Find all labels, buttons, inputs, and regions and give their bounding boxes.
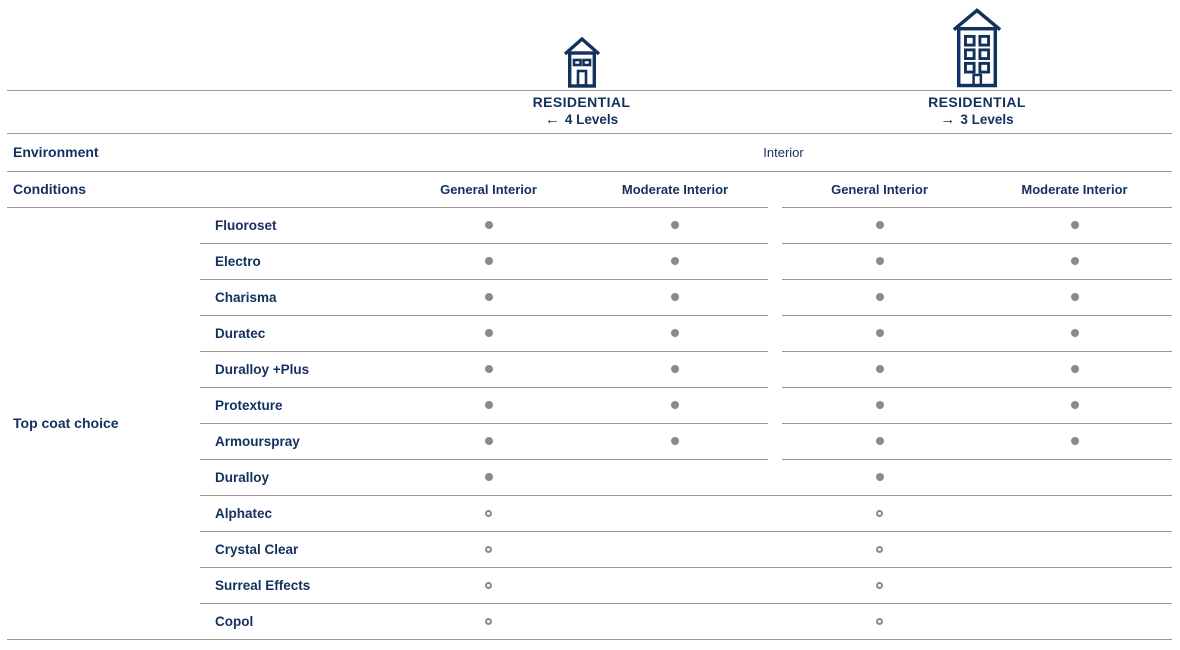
filled-dot-icon xyxy=(876,221,884,229)
divider xyxy=(7,90,1172,91)
divider xyxy=(782,423,1172,424)
availability-cell xyxy=(582,351,768,387)
environment-value: Interior xyxy=(763,144,804,160)
filled-dot-icon xyxy=(1071,401,1079,409)
filled-dot-icon xyxy=(671,257,679,265)
environment-row-label: Environment xyxy=(13,144,99,160)
product-row xyxy=(200,567,1172,603)
group-levels xyxy=(940,111,1013,129)
availability-cell xyxy=(582,603,768,639)
availability-cell xyxy=(977,243,1172,279)
product-row xyxy=(200,207,1172,243)
filled-dot-icon xyxy=(485,365,493,373)
product-row xyxy=(200,279,1172,315)
product-name: Alphatec xyxy=(215,505,273,521)
filled-dot-icon xyxy=(1071,365,1079,373)
filled-dot-icon xyxy=(671,365,679,373)
availability-cell xyxy=(977,459,1172,495)
divider xyxy=(782,351,1172,352)
filled-dot-icon xyxy=(876,329,884,337)
divider xyxy=(782,279,1172,280)
availability-cell xyxy=(977,207,1172,243)
single-storey-house-icon xyxy=(563,36,601,88)
availability-cell xyxy=(977,495,1172,531)
availability-cell xyxy=(582,423,768,459)
conditions-row-label: Conditions xyxy=(13,181,87,197)
group-levels xyxy=(545,111,618,129)
filled-dot-icon xyxy=(876,293,884,301)
divider xyxy=(200,531,1172,532)
availability-cell xyxy=(782,531,977,567)
divider xyxy=(782,459,1172,460)
group-title: RESIDENTIAL xyxy=(532,94,631,110)
divider xyxy=(200,243,768,244)
availability-cell xyxy=(582,567,768,603)
filled-dot-icon xyxy=(876,401,884,409)
availability-cell xyxy=(582,315,768,351)
product-row xyxy=(200,459,1172,495)
filled-dot-icon xyxy=(1071,293,1079,301)
left-arrow-icon: ← xyxy=(544,111,560,128)
availability-cell xyxy=(977,279,1172,315)
open-dot-icon xyxy=(485,510,492,517)
availability-cell xyxy=(395,495,582,531)
residential-3-levels-group-icon-area xyxy=(782,4,1172,88)
availability-cell xyxy=(395,279,582,315)
availability-cell xyxy=(782,207,977,243)
availability-cell xyxy=(582,207,768,243)
availability-cell xyxy=(395,531,582,567)
filled-dot-icon xyxy=(1071,221,1079,229)
levels-text: 4 Levels xyxy=(564,112,619,127)
availability-cell xyxy=(395,351,582,387)
filled-dot-icon xyxy=(671,293,679,301)
right-arrow-icon: → xyxy=(940,111,956,128)
availability-cell xyxy=(782,567,977,603)
filled-dot-icon xyxy=(485,473,493,481)
availability-cell xyxy=(977,567,1172,603)
availability-cell xyxy=(395,243,582,279)
filled-dot-icon xyxy=(876,437,884,445)
availability-cell xyxy=(395,423,582,459)
availability-cell xyxy=(977,423,1172,459)
filled-dot-icon xyxy=(671,221,679,229)
availability-cell xyxy=(977,387,1172,423)
product-row xyxy=(200,387,1172,423)
residential-4-levels-header xyxy=(395,92,768,130)
availability-cell xyxy=(782,279,977,315)
divider xyxy=(200,495,1172,496)
divider xyxy=(7,133,1172,134)
multi-storey-building-icon xyxy=(951,6,1003,88)
availability-cell xyxy=(782,603,977,639)
availability-cell xyxy=(977,315,1172,351)
availability-cell xyxy=(582,243,768,279)
filled-dot-icon xyxy=(876,365,884,373)
divider xyxy=(782,243,1172,244)
product-name: Copol xyxy=(215,613,254,629)
open-dot-icon xyxy=(876,618,883,625)
open-dot-icon xyxy=(876,546,883,553)
condition-col-4: Moderate Interior xyxy=(1021,181,1128,197)
filled-dot-icon xyxy=(485,293,493,301)
availability-cell xyxy=(582,279,768,315)
residential-4-levels-group-icon-area xyxy=(395,36,768,88)
availability-cell xyxy=(395,567,582,603)
divider xyxy=(200,603,1172,604)
divider xyxy=(200,279,768,280)
levels-text: 3 Levels xyxy=(960,112,1014,127)
product-name: Duratec xyxy=(215,325,266,341)
filled-dot-icon xyxy=(671,437,679,445)
condition-col-1: General Interior xyxy=(440,181,537,197)
filled-dot-icon xyxy=(876,473,884,481)
divider xyxy=(782,207,1172,208)
divider xyxy=(782,315,1172,316)
availability-cell xyxy=(395,207,582,243)
filled-dot-icon xyxy=(1071,329,1079,337)
availability-cell xyxy=(395,459,582,495)
availability-cell xyxy=(977,531,1172,567)
filled-dot-icon xyxy=(1071,257,1079,265)
divider xyxy=(7,639,1172,640)
condition-col-2: Moderate Interior xyxy=(621,181,729,197)
filled-dot-icon xyxy=(485,329,493,337)
product-row xyxy=(200,315,1172,351)
divider xyxy=(200,567,1172,568)
divider xyxy=(200,315,768,316)
availability-cell xyxy=(582,531,768,567)
residential-3-levels-header xyxy=(782,92,1172,130)
availability-cell xyxy=(395,315,582,351)
filled-dot-icon xyxy=(485,257,493,265)
product-name: Fluoroset xyxy=(215,217,277,233)
availability-cell xyxy=(582,387,768,423)
availability-cell xyxy=(977,603,1172,639)
product-name: Armourspray xyxy=(215,433,300,449)
product-row xyxy=(200,495,1172,531)
availability-cell xyxy=(782,459,977,495)
filled-dot-icon xyxy=(485,221,493,229)
conditions-header-row xyxy=(200,171,1172,207)
availability-cell xyxy=(782,315,977,351)
availability-cell xyxy=(782,495,977,531)
open-dot-icon xyxy=(876,582,883,589)
divider xyxy=(200,423,768,424)
open-dot-icon xyxy=(485,582,492,589)
product-row xyxy=(200,243,1172,279)
divider xyxy=(200,387,768,388)
open-dot-icon xyxy=(485,546,492,553)
filled-dot-icon xyxy=(485,437,493,445)
availability-cell xyxy=(582,459,768,495)
availability-cell xyxy=(782,423,977,459)
divider xyxy=(200,351,768,352)
divider xyxy=(7,207,768,208)
product-row xyxy=(200,603,1172,639)
filled-dot-icon xyxy=(1071,437,1079,445)
product-row xyxy=(200,423,1172,459)
availability-cell xyxy=(782,243,977,279)
divider xyxy=(7,171,1172,172)
filled-dot-icon xyxy=(876,257,884,265)
open-dot-icon xyxy=(485,618,492,625)
availability-cell xyxy=(395,603,582,639)
availability-cell xyxy=(782,351,977,387)
product-row xyxy=(200,531,1172,567)
divider xyxy=(200,459,768,460)
filled-dot-icon xyxy=(671,329,679,337)
filled-dot-icon xyxy=(671,401,679,409)
product-name: Charisma xyxy=(215,289,277,305)
availability-cell xyxy=(977,351,1172,387)
divider xyxy=(782,387,1172,388)
group-title: RESIDENTIAL xyxy=(928,94,1026,110)
filled-dot-icon xyxy=(485,401,493,409)
product-name: Duralloy xyxy=(215,469,270,485)
product-name: Electro xyxy=(215,253,261,269)
availability-cell xyxy=(395,387,582,423)
product-name: Surreal Effects xyxy=(215,577,311,593)
product-row xyxy=(200,351,1172,387)
product-name: Crystal Clear xyxy=(215,541,299,557)
condition-col-3: General Interior xyxy=(831,181,928,197)
open-dot-icon xyxy=(876,510,883,517)
availability-cell xyxy=(582,495,768,531)
top-coat-choice-label: Top coat choice xyxy=(13,415,119,431)
product-name: Duralloy +Plus xyxy=(215,361,310,377)
availability-cell xyxy=(782,387,977,423)
product-name: Protexture xyxy=(215,397,283,413)
